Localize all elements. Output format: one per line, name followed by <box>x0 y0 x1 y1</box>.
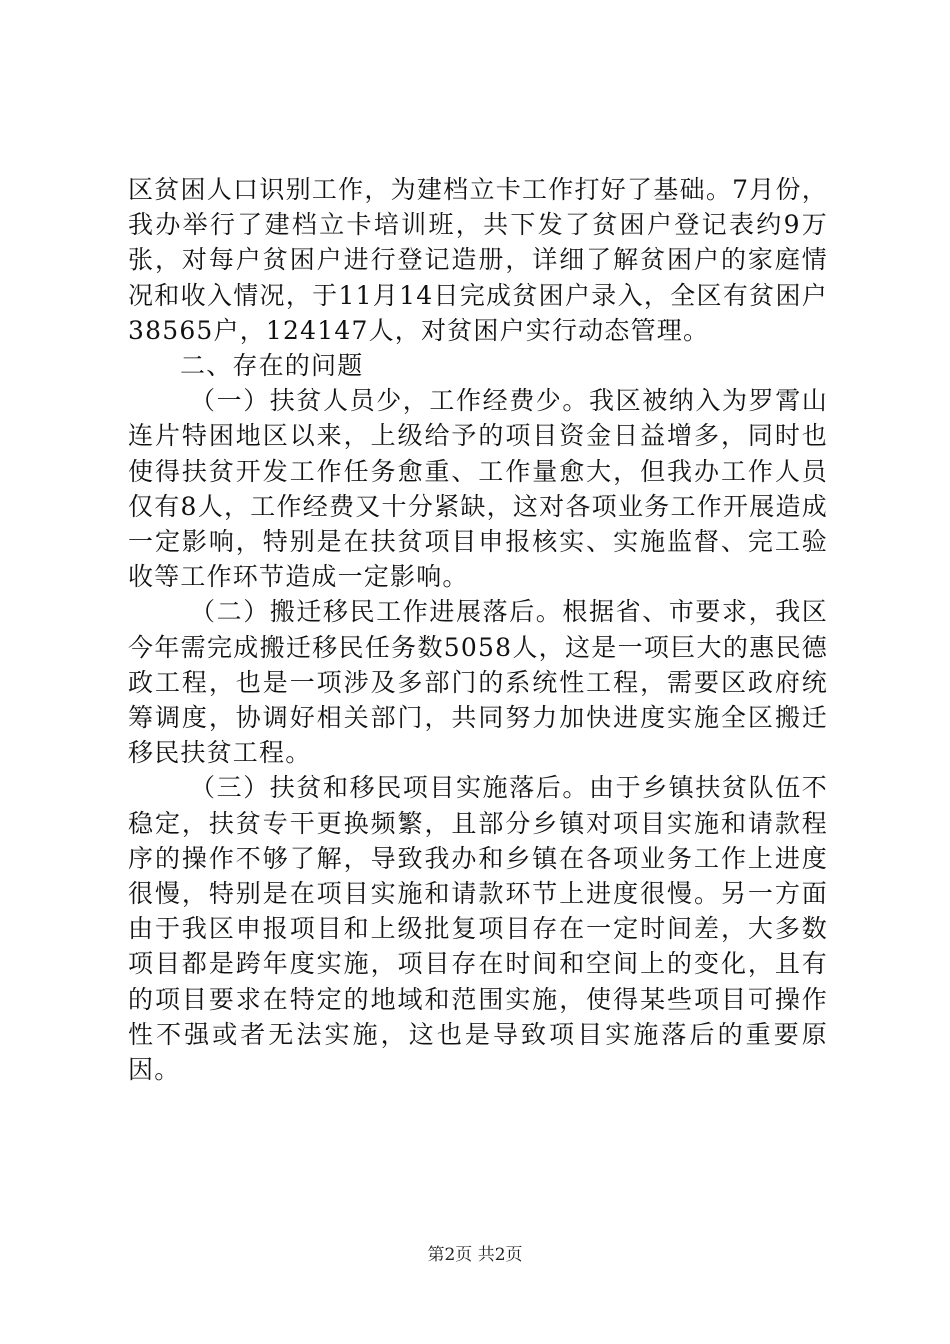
paragraph-issue-three: （三）扶贫和移民项目实施落后。由于乡镇扶贫队伍不稳定，扶贫专干更换频繁，且部分乡镇对项目实施和请款程序的操作不够了解，导致我办和乡镇在各项业务工作上进度很慢，特别是在项目实施和请款环节上进度很慢。另一方面由于我区申报项目和上级批复项目存在一定时间差，大多数项目都是跨年度实施，项目存在时间和空间上的变化，且有的项目要求在特定的地域和范围实施，使得某些项目可操作性不强或者无法实施，这也是导致项目实施落后的重要原因。 <box>128 773 828 1085</box>
paragraph-issue-two: （二）搬迁移民工作进展落后。根据省、市要求，我区今年需完成搬迁移民任务数5058人，这是一项巨大的惠民德政工程，也是一项涉及多部门的系统性工程，需要区政府统筹调度，协调好相关部门，共同努力加快进度实施全区搬迁移民扶贫工程。 <box>128 597 828 768</box>
document-body <box>128 172 828 1087</box>
paragraph-issue-one: （一）扶贫人员少，工作经费少。我区被纳入为罗霄山连片特困地区以来，上级给予的项目资金日益增多，同时也使得扶贫开发工作任务愈重、工作量愈大，但我办工作人员仅有8人，工作经费又十分紧缺，这对各项业务工作开展造成一定影响，特别是在扶贫项目申报核实、实施监督、完工验收等工作环节造成一定影响。 <box>128 386 828 592</box>
paragraph-continuation: 区贫困人口识别工作，为建档立卡工作打好了基础。7月份，我办举行了建档立卡培训班，共下发了贫困户登记表约9万张，对每户贫困户进行登记造册，详细了解贫困户的家庭情况和收入情况，于11月14日完成贫困户录入，全区有贫困户38565户，124147人，对贫困户实行动态管理。 <box>128 175 828 345</box>
section-heading-problems: 二、存在的问题 <box>180 351 364 381</box>
page-number-label: 第2页 共2页 <box>427 1245 523 1265</box>
page-footer <box>0 1244 950 1266</box>
